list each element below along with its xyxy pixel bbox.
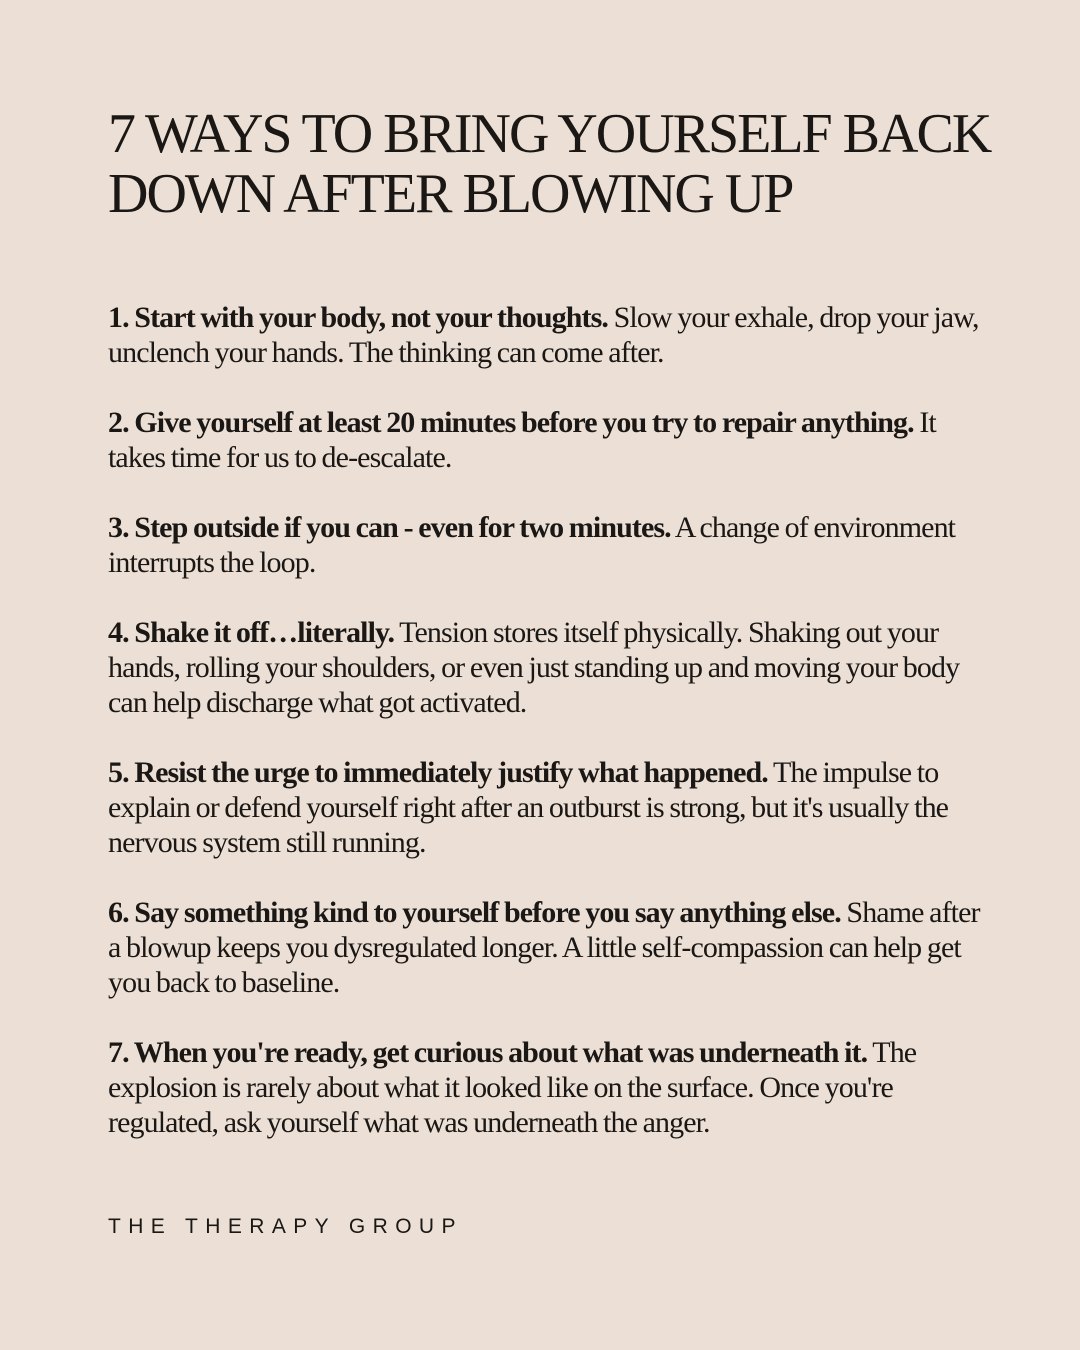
tip-body: A change of environment interrupts the loop. bbox=[108, 511, 956, 579]
tip-lead: 3. Step outside if you can - even for two minutes. bbox=[108, 511, 671, 544]
tip-body: Slow your exhale, drop your jaw, unclench your hands. The thinking can come after. bbox=[108, 301, 979, 369]
tip-item-2 bbox=[108, 405, 988, 475]
tip-item-7 bbox=[108, 1035, 988, 1140]
tip-item-4 bbox=[108, 615, 988, 720]
tip-item-5 bbox=[108, 755, 988, 860]
tip-lead: 7. When you're ready, get curious about what was underneath it. bbox=[108, 1036, 868, 1069]
tip-body: The explosion is rarely about what it looked like on the surface. Once you're regulated, ask yourself what was underneath the anger. bbox=[108, 1036, 917, 1139]
tip-body: Tension stores itself physically. Shaking out your hands, rolling your shoulders, or even just standing up and moving your body can help discharge what got activated. bbox=[108, 616, 960, 719]
page-title: 7 WAYS TO BRING YOURSELF BACK DOWN AFTER BLOWING UP bbox=[108, 103, 991, 225]
tip-lead: 6. Say something kind to yourself before you say anything else. bbox=[108, 896, 841, 929]
tip-body: Shame after a blowup keeps you dysregulated longer. A little self-compassion can help get you back to baseline. bbox=[108, 896, 980, 999]
tip-item-6 bbox=[108, 895, 988, 1000]
tip-lead: 5. Resist the urge to immediately justify what happened. bbox=[108, 756, 768, 789]
tips-list bbox=[108, 300, 988, 1175]
tip-lead: 4. Shake it off…literally. bbox=[108, 616, 395, 649]
tip-body: It takes time for us to de-escalate. bbox=[108, 406, 936, 474]
tip-item-1 bbox=[108, 300, 988, 370]
tip-lead: 1. Start with your body, not your thoughts. bbox=[108, 301, 608, 334]
tip-lead: 2. Give yourself at least 20 minutes before you try to repair anything. bbox=[108, 406, 914, 439]
brand-name: THE THERAPY GROUP bbox=[108, 1215, 463, 1238]
tip-item-3 bbox=[108, 510, 988, 580]
tip-body: The impulse to explain or defend yourself right after an outburst is strong, but it's usually the nervous system still running. bbox=[108, 756, 949, 859]
